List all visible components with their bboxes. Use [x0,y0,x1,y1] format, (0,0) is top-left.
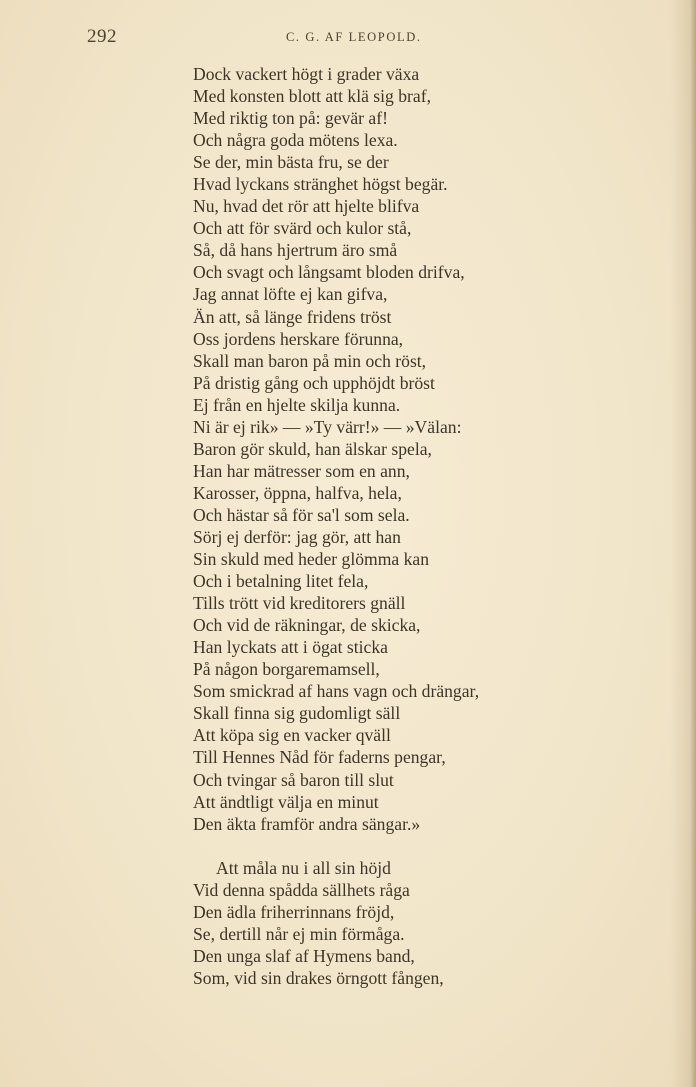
poem-line: Den ädla friherrinnans fröjd, [193,901,395,922]
poem-line: Och tvingar så baron till slut [193,769,394,790]
poem-line: Och hästar så för sa'l som sela. [193,504,410,525]
page-number: 292 [87,26,117,47]
poem-line: Och i betalning litet fela, [193,571,369,592]
poem-line: Och några goda mötens lexa. [193,130,398,151]
poem-line: Och svagt och långsamt bloden drifva, [193,262,465,283]
poem-line: På någon borgaremamsell, [193,659,380,680]
poem-line: Än att, så länge fridens tröst [193,306,392,327]
poem-line: Han har mätresser som en ann, [193,460,410,481]
poem-line: Sörj ej derför: jag gör, att han [193,526,401,547]
poem-line: Baron gör skuld, han älskar spela, [193,438,432,459]
poem-line: Hvad lyckans stränghet högst begär. [193,174,448,195]
poem-line: Nu, hvad det rör att hjelte blifva [193,196,420,217]
poem-line: Tills trött vid kreditorers gnäll [193,593,406,614]
poem-line: Med konsten blott att klä sig braf, [193,86,431,107]
poem-line: Den unga slaf af Hymens band, [193,945,415,966]
poem-line: Se der, min bästa fru, se der [193,152,389,173]
stanza [193,857,663,989]
poem-line: Till Hennes Nåd för faderns pengar, [193,747,446,768]
poem-line: Att ändtligt välja en minut [193,791,379,812]
poem-line: Ni är ej rik» — »Ty värr!» — »Välan: [193,416,462,437]
poem-line: Skall man baron på min och röst, [193,350,427,371]
page-header [0,26,696,50]
poem-line: Den äkta framför andra sängar.» [193,813,421,834]
poem-line: Oss jordens herskare förunna, [193,328,404,349]
poem-line: Vid denna spådda sällhets råga [193,879,410,900]
poem-line: Och att för svärd och kulor stå, [193,218,412,239]
poem-line: Att måla nu i all sin höjd [216,857,391,878]
page-edge-shadow [690,0,696,1087]
stanza [193,63,663,835]
poem-line: Skall finna sig gudomligt säll [193,703,401,724]
running-head: C. G. AF LEOPOLD. [286,30,422,44]
poem-line: Som, vid sin drakes örngott fången, [193,967,444,988]
poem-line: Ej från en hjelte skilja kunna. [193,394,401,415]
poem-line: Som smickrad af hans vagn och drängar, [193,681,480,702]
poem-line: På dristig gång och upphöjdt bröst [193,372,435,393]
poem-line: Och vid de räkningar, de skicka, [193,615,421,636]
poem-line: Så, då hans hjertrum äro små [193,240,398,261]
poem-line: Dock vackert högt i grader växa [193,64,420,84]
poem-line: Jag annat löfte ej kan gifva, [193,284,388,305]
poem-line: Karosser, öppna, halfva, hela, [193,482,402,503]
poem-line: Se, dertill når ej min förmåga. [193,923,405,944]
poem-text [193,63,663,989]
poem-line: Han lyckats att i ögat sticka [193,637,388,658]
poem-line: Sin skuld med heder glömma kan [193,549,430,570]
poem-line: Med riktig ton på: gevär af! [193,108,388,129]
poem-line: Att köpa sig en vacker qväll [193,725,391,746]
